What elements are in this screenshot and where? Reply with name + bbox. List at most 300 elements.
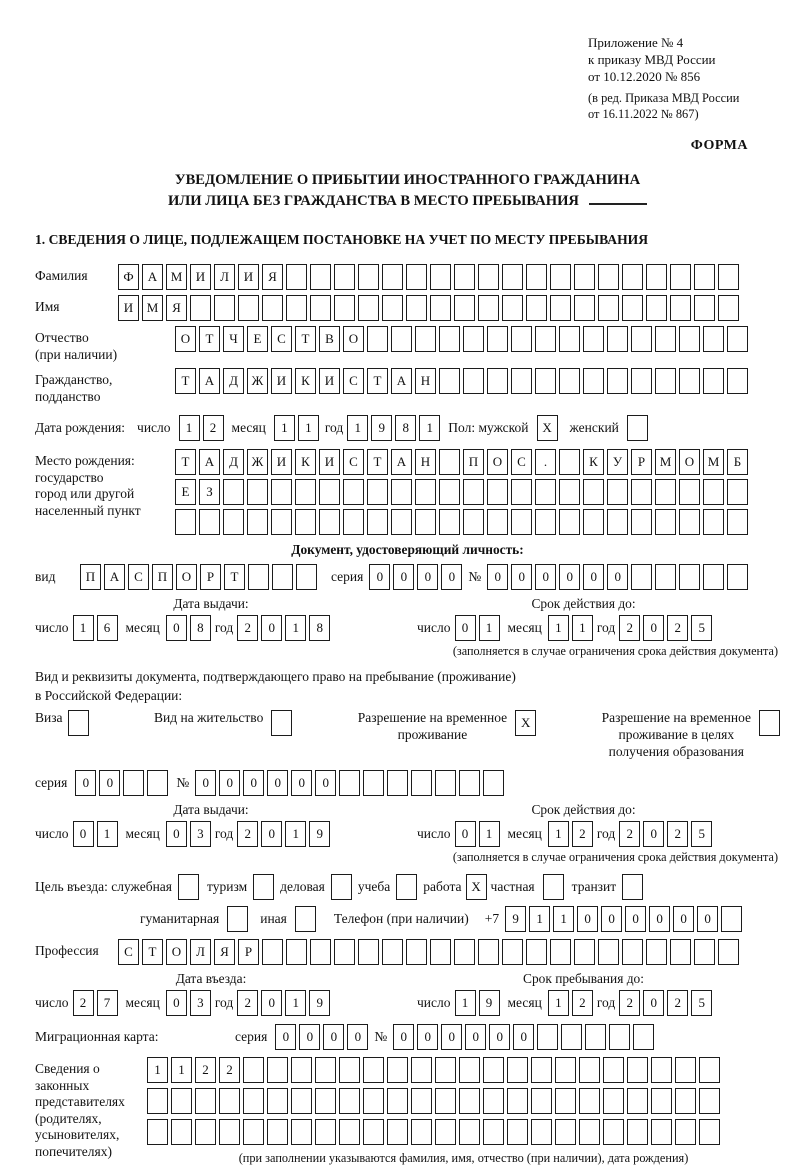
purpose-private-checkbox-cell[interactable] <box>543 874 564 900</box>
birthplace-row1-input-cell[interactable]: Т <box>367 449 388 475</box>
birthplace-row3-input-cell[interactable] <box>727 509 748 535</box>
profession-input-cell[interactable] <box>286 939 307 965</box>
profession-input-cell[interactable] <box>454 939 475 965</box>
res-number-input-cell[interactable] <box>435 770 456 796</box>
res-number-input-cell[interactable]: 0 <box>267 770 288 796</box>
res-valid-year-input-cell[interactable]: 0 <box>643 821 664 847</box>
guardians-row2-input-cell[interactable] <box>171 1088 192 1114</box>
res-issue-month-input-cell[interactable]: 0 <box>166 821 187 847</box>
birthplace-row3-input-cell[interactable] <box>199 509 220 535</box>
guardians-row1-input-cell[interactable] <box>675 1057 696 1083</box>
mig-series-input-cell[interactable]: 0 <box>323 1024 344 1050</box>
birthplace-row1-input-cell[interactable]: О <box>679 449 700 475</box>
birthplace-row2-input-cell[interactable] <box>679 479 700 505</box>
res-valid-day-input-cell[interactable]: 1 <box>479 821 500 847</box>
doc-number-input-cell[interactable]: 0 <box>607 564 628 590</box>
patronymic-input-cell[interactable] <box>607 326 628 352</box>
purpose-other-checkbox-cell[interactable] <box>295 906 316 932</box>
patronymic-input-cell[interactable] <box>367 326 388 352</box>
doc-type-input-cell[interactable] <box>272 564 293 590</box>
birthplace-row2-input-cell[interactable] <box>295 479 316 505</box>
surname-input-cell[interactable] <box>670 264 691 290</box>
guardians-row3-input-cell[interactable] <box>627 1119 648 1145</box>
guardians-row3-input-cell[interactable] <box>195 1119 216 1145</box>
birthplace-row3-input-cell[interactable] <box>679 509 700 535</box>
profession-input-cell[interactable]: Л <box>190 939 211 965</box>
citizenship-input-cell[interactable] <box>679 368 700 394</box>
birthplace-row2-input-cell[interactable] <box>487 479 508 505</box>
mig-number-input-cell[interactable] <box>561 1024 582 1050</box>
guardians-row3-input-cell[interactable] <box>459 1119 480 1145</box>
birthplace-row3-input-cell[interactable] <box>271 509 292 535</box>
profession-input-cell[interactable] <box>622 939 643 965</box>
res-number-input-cell[interactable] <box>339 770 360 796</box>
citizenship-input-cell[interactable] <box>583 368 604 394</box>
name-input-cell[interactable] <box>214 295 235 321</box>
guardians-row1-input-cell[interactable] <box>243 1057 264 1083</box>
res-number-input-cell[interactable] <box>411 770 432 796</box>
patronymic-input-cell[interactable] <box>415 326 436 352</box>
doc-valid-year-input-cell[interactable]: 5 <box>691 615 712 641</box>
sex-female-checkbox-cell[interactable] <box>627 415 648 441</box>
res-series-input-cell[interactable]: 0 <box>99 770 120 796</box>
res-issue-year-input-cell[interactable]: 1 <box>285 821 306 847</box>
doc-number-input-cell[interactable]: 0 <box>583 564 604 590</box>
profession-input-cell[interactable] <box>502 939 523 965</box>
birthplace-row2-input-cell[interactable]: Е <box>175 479 196 505</box>
res-number-input-cell[interactable]: 0 <box>219 770 240 796</box>
guardians-row1-input-cell[interactable] <box>411 1057 432 1083</box>
res-series-input-cell[interactable]: 0 <box>75 770 96 796</box>
birthplace-row3-input-cell[interactable] <box>247 509 268 535</box>
guardians-row2-input-cell[interactable] <box>195 1088 216 1114</box>
purpose-work-checkbox-cell[interactable]: X <box>466 874 487 900</box>
patronymic-input-cell[interactable]: С <box>271 326 292 352</box>
citizenship-input-cell[interactable] <box>607 368 628 394</box>
guardians-row2-input-cell[interactable] <box>507 1088 528 1114</box>
profession-input-cell[interactable] <box>478 939 499 965</box>
guardians-row1-input-cell[interactable] <box>603 1057 624 1083</box>
mig-number-input-cell[interactable] <box>537 1024 558 1050</box>
res-issue-day-input-cell[interactable]: 1 <box>97 821 118 847</box>
guardians-row1-input-cell[interactable] <box>627 1057 648 1083</box>
name-input-cell[interactable] <box>694 295 715 321</box>
entry-month-input-cell[interactable]: 0 <box>166 990 187 1016</box>
doc-number-input-cell[interactable] <box>703 564 724 590</box>
doc-series-input-cell[interactable]: 0 <box>393 564 414 590</box>
stay-year-input-cell[interactable]: 0 <box>643 990 664 1016</box>
birthplace-row2-input-cell[interactable] <box>271 479 292 505</box>
name-input-cell[interactable] <box>406 295 427 321</box>
res-valid-month-input-cell[interactable]: 1 <box>548 821 569 847</box>
name-input-cell[interactable] <box>454 295 475 321</box>
surname-input-cell[interactable] <box>478 264 499 290</box>
birth-day-input-cell[interactable]: 2 <box>203 415 224 441</box>
birthplace-row1-input-cell[interactable]: М <box>655 449 676 475</box>
surname-input-cell[interactable]: М <box>166 264 187 290</box>
doc-valid-year-input-cell[interactable]: 2 <box>619 615 640 641</box>
doc-type-input-cell[interactable]: О <box>176 564 197 590</box>
surname-input-cell[interactable]: А <box>142 264 163 290</box>
purpose-official-checkbox-cell[interactable] <box>178 874 199 900</box>
patronymic-input-cell[interactable] <box>391 326 412 352</box>
entry-day-input-cell[interactable]: 2 <box>73 990 94 1016</box>
citizenship-input-cell[interactable] <box>631 368 652 394</box>
birthplace-row3-input-cell[interactable] <box>391 509 412 535</box>
doc-issue-year-input-cell[interactable]: 8 <box>309 615 330 641</box>
profession-input-cell[interactable] <box>694 939 715 965</box>
guardians-row2-input-cell[interactable] <box>459 1088 480 1114</box>
citizenship-input-cell[interactable]: Т <box>175 368 196 394</box>
citizenship-input-cell[interactable] <box>487 368 508 394</box>
guardians-row1-input-cell[interactable] <box>531 1057 552 1083</box>
patronymic-input-cell[interactable] <box>631 326 652 352</box>
birthplace-row2-input-cell[interactable] <box>415 479 436 505</box>
surname-input-cell[interactable] <box>406 264 427 290</box>
profession-input-cell[interactable]: Т <box>142 939 163 965</box>
birthplace-row2-input-cell[interactable] <box>247 479 268 505</box>
entry-year-input-cell[interactable]: 9 <box>309 990 330 1016</box>
surname-input-cell[interactable]: Ф <box>118 264 139 290</box>
doc-type-input-cell[interactable]: Т <box>224 564 245 590</box>
guardians-row2-input-cell[interactable] <box>339 1088 360 1114</box>
res-valid-year-input-cell[interactable]: 2 <box>667 821 688 847</box>
patronymic-input-cell[interactable] <box>583 326 604 352</box>
patronymic-input-cell[interactable] <box>559 326 580 352</box>
surname-input-cell[interactable] <box>454 264 475 290</box>
citizenship-input-cell[interactable] <box>727 368 748 394</box>
mig-number-input-cell[interactable] <box>609 1024 630 1050</box>
doc-series-input-cell[interactable]: 0 <box>369 564 390 590</box>
guardians-row3-input-cell[interactable] <box>675 1119 696 1145</box>
name-input-cell[interactable] <box>478 295 499 321</box>
birthplace-row3-input-cell[interactable] <box>703 509 724 535</box>
guardians-row1-input-cell[interactable]: 2 <box>219 1057 240 1083</box>
guardians-row3-input-cell[interactable] <box>219 1119 240 1145</box>
purpose-transit-checkbox-cell[interactable] <box>622 874 643 900</box>
patronymic-input-cell[interactable]: Т <box>295 326 316 352</box>
surname-input-cell[interactable] <box>334 264 355 290</box>
guardians-row1-input-cell[interactable] <box>555 1057 576 1083</box>
mig-series-input-cell[interactable]: 0 <box>275 1024 296 1050</box>
res-issue-year-input-cell[interactable]: 2 <box>237 821 258 847</box>
birthplace-row1-input-cell[interactable]: О <box>487 449 508 475</box>
res-issue-year-input-cell[interactable]: 0 <box>261 821 282 847</box>
birthplace-row1-input-cell[interactable]: Ж <box>247 449 268 475</box>
name-input-cell[interactable] <box>718 295 739 321</box>
citizenship-input-cell[interactable]: И <box>271 368 292 394</box>
birthplace-row2-input-cell[interactable] <box>631 479 652 505</box>
birthplace-row2-input-cell[interactable] <box>559 479 580 505</box>
birthplace-row3-input-cell[interactable] <box>295 509 316 535</box>
guardians-row3-input-cell[interactable] <box>243 1119 264 1145</box>
purpose-humanitarian-checkbox-cell[interactable] <box>227 906 248 932</box>
mig-number-input-cell[interactable]: 0 <box>441 1024 462 1050</box>
birthplace-row3-input-cell[interactable] <box>559 509 580 535</box>
patronymic-input-cell[interactable] <box>535 326 556 352</box>
guardians-row2-input-cell[interactable] <box>411 1088 432 1114</box>
patronymic-input-cell[interactable] <box>439 326 460 352</box>
birthplace-row3-input-cell[interactable] <box>319 509 340 535</box>
profession-input-cell[interactable] <box>670 939 691 965</box>
entry-month-input-cell[interactable]: 3 <box>190 990 211 1016</box>
surname-input-cell[interactable] <box>310 264 331 290</box>
patronymic-input-cell[interactable] <box>727 326 748 352</box>
res-series-input-cell[interactable] <box>123 770 144 796</box>
doc-valid-year-input-cell[interactable]: 0 <box>643 615 664 641</box>
phone-input-cell[interactable]: 0 <box>697 906 718 932</box>
doc-type-input-cell[interactable]: С <box>128 564 149 590</box>
res-number-input-cell[interactable] <box>459 770 480 796</box>
citizenship-input-cell[interactable] <box>655 368 676 394</box>
guardians-row3-input-cell[interactable] <box>699 1119 720 1145</box>
phone-input-cell[interactable] <box>721 906 742 932</box>
visa-checkbox-cell[interactable] <box>68 710 89 736</box>
birthplace-row1-input-cell[interactable]: С <box>511 449 532 475</box>
res-number-input-cell[interactable] <box>387 770 408 796</box>
profession-input-cell[interactable] <box>358 939 379 965</box>
citizenship-input-cell[interactable]: Ж <box>247 368 268 394</box>
birthplace-row3-input-cell[interactable] <box>439 509 460 535</box>
doc-number-input-cell[interactable]: 0 <box>535 564 556 590</box>
phone-input-cell[interactable]: 0 <box>625 906 646 932</box>
doc-valid-day-input-cell[interactable]: 0 <box>455 615 476 641</box>
res-number-input-cell[interactable]: 0 <box>195 770 216 796</box>
doc-issue-year-input-cell[interactable]: 2 <box>237 615 258 641</box>
guardians-row1-input-cell[interactable]: 2 <box>195 1057 216 1083</box>
stay-year-input-cell[interactable]: 5 <box>691 990 712 1016</box>
name-input-cell[interactable] <box>310 295 331 321</box>
birthplace-row1-input-cell[interactable]: А <box>199 449 220 475</box>
birthplace-row3-input-cell[interactable] <box>175 509 196 535</box>
doc-valid-day-input-cell[interactable]: 1 <box>479 615 500 641</box>
stay-month-input-cell[interactable]: 2 <box>572 990 593 1016</box>
guardians-row2-input-cell[interactable] <box>267 1088 288 1114</box>
birthplace-row2-input-cell[interactable] <box>607 479 628 505</box>
birth-day-input-cell[interactable]: 1 <box>179 415 200 441</box>
name-input-cell[interactable] <box>286 295 307 321</box>
guardians-row2-input-cell[interactable] <box>219 1088 240 1114</box>
birthplace-row1-input-cell[interactable]: Н <box>415 449 436 475</box>
res-number-input-cell[interactable]: 0 <box>315 770 336 796</box>
citizenship-input-cell[interactable] <box>703 368 724 394</box>
profession-input-cell[interactable]: С <box>118 939 139 965</box>
profession-input-cell[interactable] <box>262 939 283 965</box>
citizenship-input-cell[interactable]: И <box>319 368 340 394</box>
profession-input-cell[interactable]: О <box>166 939 187 965</box>
birth-year-input-cell[interactable]: 8 <box>395 415 416 441</box>
doc-number-input-cell[interactable] <box>727 564 748 590</box>
guardians-row2-input-cell[interactable] <box>675 1088 696 1114</box>
birthplace-row1-input-cell[interactable]: У <box>607 449 628 475</box>
profession-input-cell[interactable] <box>310 939 331 965</box>
citizenship-input-cell[interactable] <box>463 368 484 394</box>
purpose-business-checkbox-cell[interactable] <box>331 874 352 900</box>
res-series-input-cell[interactable] <box>147 770 168 796</box>
res-issue-day-input-cell[interactable]: 0 <box>73 821 94 847</box>
surname-input-cell[interactable] <box>550 264 571 290</box>
surname-input-cell[interactable] <box>598 264 619 290</box>
profession-input-cell[interactable] <box>526 939 547 965</box>
guardians-row1-input-cell[interactable] <box>435 1057 456 1083</box>
surname-input-cell[interactable]: Я <box>262 264 283 290</box>
surname-input-cell[interactable]: И <box>238 264 259 290</box>
doc-type-input-cell[interactable]: П <box>152 564 173 590</box>
name-input-cell[interactable] <box>526 295 547 321</box>
doc-valid-year-input-cell[interactable]: 2 <box>667 615 688 641</box>
name-input-cell[interactable] <box>382 295 403 321</box>
birth-year-input-cell[interactable]: 1 <box>419 415 440 441</box>
guardians-row2-input-cell[interactable] <box>579 1088 600 1114</box>
name-input-cell[interactable] <box>358 295 379 321</box>
birthplace-row2-input-cell[interactable] <box>655 479 676 505</box>
guardians-row1-input-cell[interactable] <box>459 1057 480 1083</box>
guardians-row3-input-cell[interactable] <box>147 1119 168 1145</box>
guardians-row2-input-cell[interactable] <box>555 1088 576 1114</box>
purpose-tourism-checkbox-cell[interactable] <box>253 874 274 900</box>
phone-input-cell[interactable]: 9 <box>505 906 526 932</box>
res-issue-year-input-cell[interactable]: 9 <box>309 821 330 847</box>
birthplace-row2-input-cell[interactable]: З <box>199 479 220 505</box>
name-input-cell[interactable]: Я <box>166 295 187 321</box>
doc-number-input-cell[interactable]: 0 <box>511 564 532 590</box>
birth-month-input-cell[interactable]: 1 <box>274 415 295 441</box>
birthplace-row1-input-cell[interactable]: К <box>583 449 604 475</box>
guardians-row1-input-cell[interactable] <box>507 1057 528 1083</box>
sex-male-checkbox-cell[interactable]: X <box>537 415 558 441</box>
guardians-row1-input-cell[interactable] <box>315 1057 336 1083</box>
doc-issue-month-input-cell[interactable]: 8 <box>190 615 211 641</box>
mig-series-input-cell[interactable]: 0 <box>299 1024 320 1050</box>
guardians-row3-input-cell[interactable] <box>363 1119 384 1145</box>
name-input-cell[interactable]: И <box>118 295 139 321</box>
surname-input-cell[interactable] <box>718 264 739 290</box>
phone-input-cell[interactable]: 0 <box>673 906 694 932</box>
guardians-row3-input-cell[interactable] <box>579 1119 600 1145</box>
birthplace-row2-input-cell[interactable] <box>727 479 748 505</box>
guardians-row3-input-cell[interactable] <box>411 1119 432 1145</box>
guardians-row2-input-cell[interactable] <box>627 1088 648 1114</box>
birthplace-row2-input-cell[interactable] <box>463 479 484 505</box>
doc-issue-year-input-cell[interactable]: 0 <box>261 615 282 641</box>
birthplace-row1-input-cell[interactable] <box>559 449 580 475</box>
birthplace-row2-input-cell[interactable] <box>439 479 460 505</box>
surname-input-cell[interactable] <box>430 264 451 290</box>
guardians-row2-input-cell[interactable] <box>603 1088 624 1114</box>
birthplace-row3-input-cell[interactable] <box>223 509 244 535</box>
birthplace-row1-input-cell[interactable]: П <box>463 449 484 475</box>
birth-year-input-cell[interactable]: 1 <box>347 415 368 441</box>
doc-type-input-cell[interactable]: Р <box>200 564 221 590</box>
doc-valid-month-input-cell[interactable]: 1 <box>572 615 593 641</box>
guardians-row1-input-cell[interactable] <box>363 1057 384 1083</box>
guardians-row1-input-cell[interactable] <box>483 1057 504 1083</box>
stay-month-input-cell[interactable]: 1 <box>548 990 569 1016</box>
profession-input-cell[interactable] <box>334 939 355 965</box>
guardians-row1-input-cell[interactable] <box>579 1057 600 1083</box>
res-valid-month-input-cell[interactable]: 2 <box>572 821 593 847</box>
birthplace-row1-input-cell[interactable]: А <box>391 449 412 475</box>
res-number-input-cell[interactable]: 0 <box>243 770 264 796</box>
surname-input-cell[interactable] <box>574 264 595 290</box>
name-input-cell[interactable] <box>238 295 259 321</box>
profession-input-cell[interactable] <box>550 939 571 965</box>
birthplace-row1-input-cell[interactable]: Т <box>175 449 196 475</box>
birthplace-row3-input-cell[interactable] <box>415 509 436 535</box>
birthplace-row3-input-cell[interactable] <box>655 509 676 535</box>
name-input-cell[interactable] <box>670 295 691 321</box>
citizenship-input-cell[interactable] <box>559 368 580 394</box>
citizenship-input-cell[interactable] <box>511 368 532 394</box>
doc-number-input-cell[interactable] <box>631 564 652 590</box>
profession-input-cell[interactable]: Я <box>214 939 235 965</box>
patronymic-input-cell[interactable] <box>679 326 700 352</box>
res-number-input-cell[interactable] <box>483 770 504 796</box>
surname-input-cell[interactable] <box>694 264 715 290</box>
res-valid-year-input-cell[interactable]: 5 <box>691 821 712 847</box>
birthplace-row1-input-cell[interactable]: С <box>343 449 364 475</box>
birthplace-row3-input-cell[interactable] <box>487 509 508 535</box>
birthplace-row3-input-cell[interactable] <box>463 509 484 535</box>
guardians-row2-input-cell[interactable] <box>651 1088 672 1114</box>
profession-input-cell[interactable] <box>718 939 739 965</box>
mig-number-input-cell[interactable] <box>633 1024 654 1050</box>
temp-residence-checkbox-cell[interactable]: X <box>515 710 536 736</box>
patronymic-input-cell[interactable] <box>655 326 676 352</box>
birthplace-row3-input-cell[interactable] <box>367 509 388 535</box>
guardians-row3-input-cell[interactable] <box>555 1119 576 1145</box>
stay-day-input-cell[interactable]: 1 <box>455 990 476 1016</box>
name-input-cell[interactable] <box>430 295 451 321</box>
entry-day-input-cell[interactable]: 7 <box>97 990 118 1016</box>
guardians-row3-input-cell[interactable] <box>507 1119 528 1145</box>
birthplace-row1-input-cell[interactable]: И <box>319 449 340 475</box>
guardians-row2-input-cell[interactable] <box>315 1088 336 1114</box>
name-input-cell[interactable] <box>550 295 571 321</box>
surname-input-cell[interactable] <box>646 264 667 290</box>
doc-issue-month-input-cell[interactable]: 0 <box>166 615 187 641</box>
name-input-cell[interactable]: М <box>142 295 163 321</box>
birthplace-row3-input-cell[interactable] <box>631 509 652 535</box>
mig-number-input-cell[interactable] <box>585 1024 606 1050</box>
entry-year-input-cell[interactable]: 1 <box>285 990 306 1016</box>
patronymic-input-cell[interactable]: Т <box>199 326 220 352</box>
patronymic-input-cell[interactable]: О <box>175 326 196 352</box>
birthplace-row3-input-cell[interactable] <box>511 509 532 535</box>
guardians-row2-input-cell[interactable] <box>699 1088 720 1114</box>
profession-input-cell[interactable] <box>574 939 595 965</box>
guardians-row2-input-cell[interactable] <box>387 1088 408 1114</box>
surname-input-cell[interactable] <box>358 264 379 290</box>
guardians-row1-input-cell[interactable]: 1 <box>171 1057 192 1083</box>
mig-number-input-cell[interactable]: 0 <box>393 1024 414 1050</box>
profession-input-cell[interactable] <box>382 939 403 965</box>
doc-series-input-cell[interactable]: 0 <box>441 564 462 590</box>
citizenship-input-cell[interactable] <box>535 368 556 394</box>
birthplace-row1-input-cell[interactable]: К <box>295 449 316 475</box>
stay-year-input-cell[interactable]: 2 <box>667 990 688 1016</box>
entry-year-input-cell[interactable]: 0 <box>261 990 282 1016</box>
birthplace-row2-input-cell[interactable] <box>343 479 364 505</box>
surname-input-cell[interactable] <box>502 264 523 290</box>
birth-year-input-cell[interactable]: 9 <box>371 415 392 441</box>
birthplace-row1-input-cell[interactable]: . <box>535 449 556 475</box>
doc-number-input-cell[interactable] <box>655 564 676 590</box>
guardians-row3-input-cell[interactable] <box>267 1119 288 1145</box>
mig-number-input-cell[interactable]: 0 <box>417 1024 438 1050</box>
birthplace-row3-input-cell[interactable] <box>535 509 556 535</box>
phone-input-cell[interactable]: 1 <box>553 906 574 932</box>
